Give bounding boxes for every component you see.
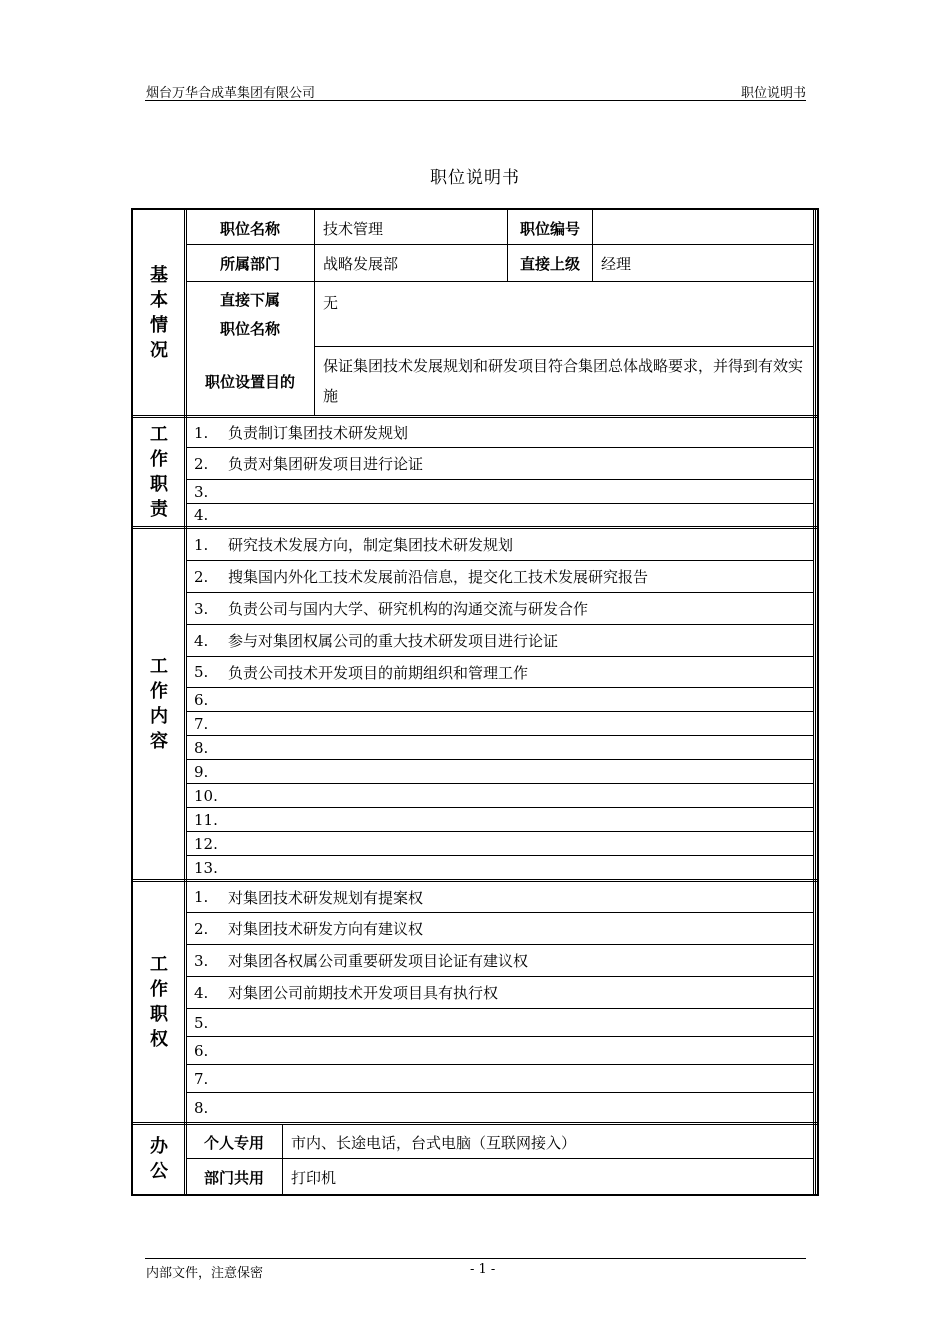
superior-value: 经理 [601, 255, 632, 273]
subordinate-label [186, 286, 314, 344]
section-title-char: 职 [150, 1003, 168, 1025]
purpose-value: 保证集团技术发展规划和研发项目符合集团总体战略要求，并得到有效实施 [323, 357, 804, 405]
item-number: 8. [194, 1098, 209, 1117]
content-item-1 [186, 529, 813, 560]
grid-hline [314, 346, 813, 347]
item-text: 对集团各权属公司重要研发项目论证有建议权 [228, 952, 529, 970]
position-code-value [593, 212, 813, 244]
item-number: 6. [194, 1041, 209, 1060]
grid-hline [133, 879, 817, 880]
item-number: 3. [194, 599, 209, 618]
item-number: 7. [194, 714, 209, 733]
item-number: 13. [194, 858, 218, 877]
section-work-content [133, 528, 185, 879]
item-number: 10. [194, 786, 218, 805]
item-number: 1. [194, 888, 209, 906]
page-title: 职位说明书 [430, 168, 520, 188]
section-title-char: 作 [150, 680, 168, 702]
grid-vline [815, 210, 816, 1194]
grid-hline [186, 1158, 813, 1159]
item-number: 4. [194, 983, 209, 1002]
authority-item-4 [186, 977, 813, 1008]
grid-hline [133, 415, 817, 416]
item-text: 负责公司技术开发项目的前期组织和管理工作 [228, 663, 529, 682]
item-number: 4. [194, 631, 209, 650]
item-number: 2. [194, 454, 209, 473]
duties-item-3 [186, 480, 813, 503]
item-number: 5. [194, 1013, 209, 1032]
grid-vline [813, 210, 814, 1194]
item-text: 对集团技术研发方向有建议权 [228, 920, 424, 938]
authority-item-7 [186, 1065, 813, 1092]
duties-item-2 [186, 448, 813, 479]
item-number: 7. [194, 1069, 209, 1088]
subordinate-label-line2: 职位名称 [219, 320, 280, 338]
header-company: 烟台万华合成革集团有限公司 [146, 86, 316, 101]
section-title-char: 工 [150, 655, 168, 677]
section-title-char: 内 [150, 705, 168, 727]
grid-hline [133, 1124, 817, 1125]
item-number: 2. [194, 567, 209, 586]
content-item-6 [186, 688, 813, 711]
section-basic-info [133, 210, 185, 415]
section-title-char: 权 [150, 1028, 168, 1050]
section-title-char: 情 [150, 314, 168, 336]
item-text: 负责对集团研发项目进行论证 [228, 455, 424, 473]
item-text: 研究技术发展方向，制定集团技术研发规划 [228, 536, 514, 554]
grid-hline [186, 281, 813, 282]
item-number: 1. [194, 423, 209, 442]
header-divider [145, 100, 806, 101]
item-number: 3. [194, 482, 209, 501]
item-number: 1. [194, 535, 209, 554]
item-number: 8. [194, 738, 209, 757]
subordinate-label-line1: 直接下属 [219, 291, 280, 309]
subordinate-value: 无 [323, 293, 339, 312]
item-text: 负责公司与国内大学、研究机构的沟通交流与研发合作 [228, 600, 589, 618]
shared-use-label: 部门共用 [203, 1168, 264, 1187]
footer-divider [145, 1258, 806, 1259]
section-title-char: 职 [150, 473, 168, 495]
item-text: 对集团公司前期技术开发项目具有执行权 [228, 984, 499, 1002]
item-number: 2. [194, 919, 209, 938]
item-number: 9. [194, 762, 209, 781]
position-code-label: 职位编号 [519, 219, 580, 238]
superior-label: 直接上级 [519, 255, 580, 273]
item-number: 11. [194, 810, 218, 829]
personal-use-label: 个人专用 [203, 1133, 264, 1152]
department-label: 所属部门 [219, 255, 280, 273]
section-title-char: 办 [150, 1136, 168, 1157]
section-title-char: 况 [150, 339, 168, 361]
section-duties [133, 417, 185, 526]
grid-hline [186, 244, 813, 245]
item-text: 负责制订集团技术研发规划 [228, 424, 409, 442]
content-item-10 [186, 784, 813, 807]
item-text: 搜集国内外化工技术发展前沿信息，提交化工技术发展研究报告 [228, 568, 649, 586]
header-doc-type: 职位说明书 [740, 86, 806, 101]
authority-item-8 [186, 1093, 813, 1122]
item-number: 6. [194, 690, 209, 709]
section-title-char: 容 [150, 730, 168, 752]
department-value: 战略发展部 [323, 255, 399, 273]
content-item-4 [186, 625, 813, 656]
authority-item-1 [186, 882, 813, 912]
section-title-char: 作 [150, 448, 168, 470]
authority-item-6 [186, 1037, 813, 1064]
content-item-8 [186, 736, 813, 759]
personal-use-value: 市内、长途电话，台式电脑（互联网接入） [291, 1133, 577, 1152]
content-item-11 [186, 808, 813, 831]
content-item-7 [186, 712, 813, 735]
item-number: 12. [194, 834, 218, 853]
section-office [133, 1124, 185, 1194]
section-title-char: 工 [150, 953, 168, 975]
content-item-9 [186, 760, 813, 783]
item-number: 5. [194, 663, 209, 681]
position-name-label: 职位名称 [219, 219, 280, 238]
section-title-char: 责 [150, 498, 168, 520]
footer-note: 内部文件，注意保密 [146, 1266, 264, 1281]
position-name-value: 技术管理 [323, 219, 384, 238]
authority-item-3 [186, 945, 813, 976]
authority-item-5 [186, 1009, 813, 1036]
section-title-char: 本 [150, 289, 168, 311]
item-text: 参与对集团权属公司的重大技术研发项目进行论证 [228, 632, 559, 650]
purpose-label: 职位设置目的 [204, 372, 295, 391]
duties-item-4 [186, 504, 813, 526]
page-number: - 1 - [470, 1262, 496, 1277]
item-number: 4. [194, 506, 209, 524]
item-number: 3. [194, 951, 209, 970]
content-item-2 [186, 561, 813, 592]
duties-item-1 [186, 418, 813, 447]
authority-item-2 [186, 913, 813, 944]
grid-hline [133, 1122, 817, 1123]
content-item-12 [186, 832, 813, 855]
shared-use-value: 打印机 [291, 1168, 337, 1187]
section-title-char: 作 [150, 978, 168, 1000]
item-text: 对集团技术研发规划有提案权 [228, 888, 424, 907]
section-title-char: 公 [150, 1161, 168, 1182]
grid-hline [133, 526, 817, 527]
section-authority [133, 881, 185, 1122]
content-item-5 [186, 657, 813, 687]
content-item-13 [186, 856, 813, 879]
section-title-char: 工 [150, 423, 168, 445]
section-title-char: 基 [150, 264, 168, 286]
content-item-3 [186, 593, 813, 624]
